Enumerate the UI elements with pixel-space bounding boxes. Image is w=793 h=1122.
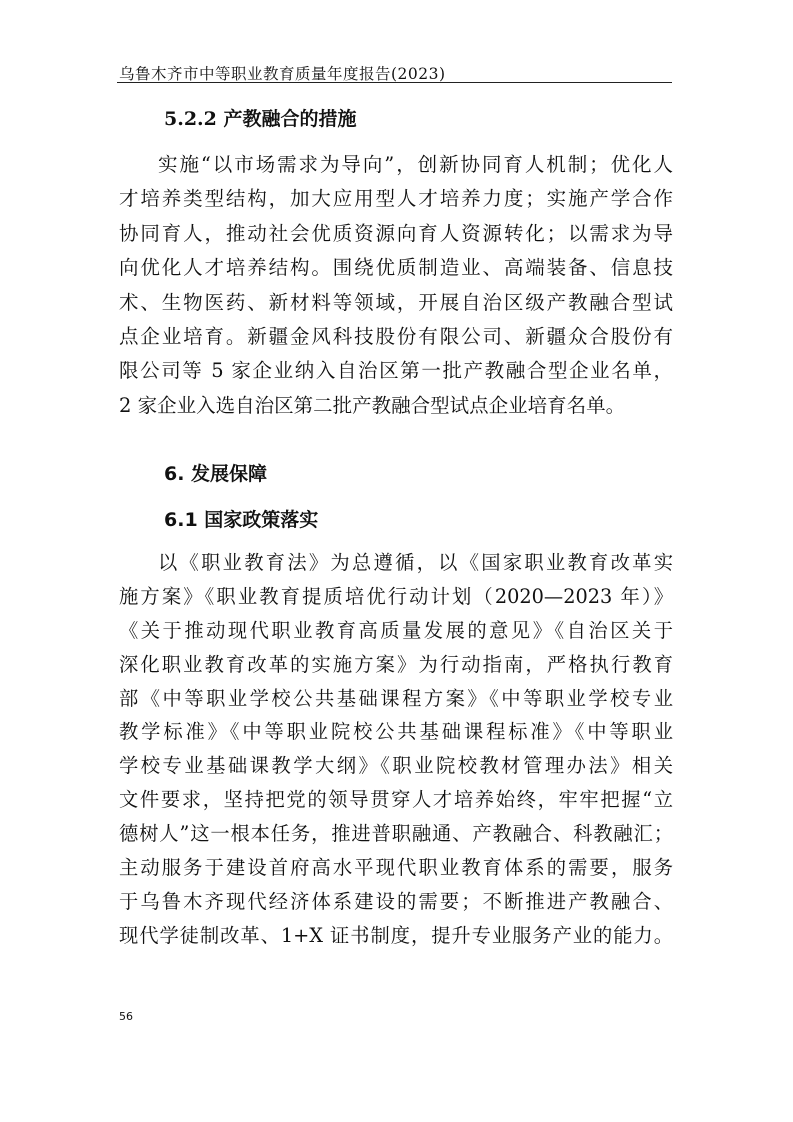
section-heading-6: 6. 发展保障 <box>164 463 268 485</box>
paragraph-line: 主动服务于建设首府高水平现代职业教育体系的需要，服务 <box>119 856 673 880</box>
paragraph-6-1 <box>119 546 673 953</box>
page-number: 56 <box>119 1010 133 1023</box>
paragraph-line: 协同育人，推动社会优质资源向育人资源转化；以需求为导 <box>119 221 673 245</box>
paragraph-line: 《关于推动现代职业教育高质量发展的意见》《自治区关于 <box>119 618 673 642</box>
paragraph-line: 限公司等 5 家企业纳入自治区第一批产教融合型企业名单， <box>119 359 673 383</box>
paragraph-line: 才培养类型结构，加大应用型人才培养力度；实施产学合作 <box>119 187 673 211</box>
paragraph-line: 于乌鲁木齐现代经济体系建设的需要；不断推进产教融合、 <box>119 889 673 913</box>
section-heading-6-1: 6.1 国家政策落实 <box>164 509 319 531</box>
paragraph-line: 教学标准》《中等职业院校公共基础课程标准》《中等职业 <box>119 720 673 744</box>
paragraph-line: 深化职业教育改革的实施方案》为行动指南，严格执行教育 <box>119 652 673 676</box>
paragraph-line: 部《中等职业学校公共基础课程方案》《中等职业学校专业 <box>119 686 673 710</box>
paragraph-line: 2 家企业入选自治区第二批产教融合型试点企业培育名单。 <box>119 393 626 417</box>
header-divider <box>117 82 672 83</box>
paragraph-line: 点企业培育。新疆金风科技股份有限公司、新疆众合股份有 <box>119 324 673 348</box>
paragraph-line: 德树人”这一根本任务，推进普职融通、产教融合、科教融汇； <box>119 822 673 846</box>
paragraph-5-2-2 <box>119 148 673 423</box>
paragraph-line: 文件要求，坚持把党的领导贯穿人才培养始终，牢牢把握“立 <box>119 788 673 812</box>
paragraph-line: 向优化人才培养结构。围绕优质制造业、高端装备、信息技 <box>119 256 673 280</box>
paragraph-line: 实施“以市场需求为导向”，创新协同育人机制；优化人 <box>158 153 673 176</box>
paragraph-line: 术、生物医药、新材料等领域，开展自治区级产教融合型试 <box>119 290 673 314</box>
paragraph-line: 以《职业教育法》为总遵循，以《国家职业教育改革实 <box>158 551 673 574</box>
paragraph-line: 学校专业基础课教学大纲》《职业院校教材管理办法》相关 <box>119 754 673 778</box>
paragraph-line: 施方案》《职业教育提质培优行动计划（2020—2023 年）》 <box>119 584 673 608</box>
header-title: 乌鲁木齐市中等职业教育质量年度报告(2023) <box>119 65 446 83</box>
section-heading-5-2-2: 5.2.2 产教融合的措施 <box>164 108 357 130</box>
paragraph-line: 现代学徒制改革、1+X 证书制度，提升专业服务产业的能力。 <box>119 923 673 947</box>
